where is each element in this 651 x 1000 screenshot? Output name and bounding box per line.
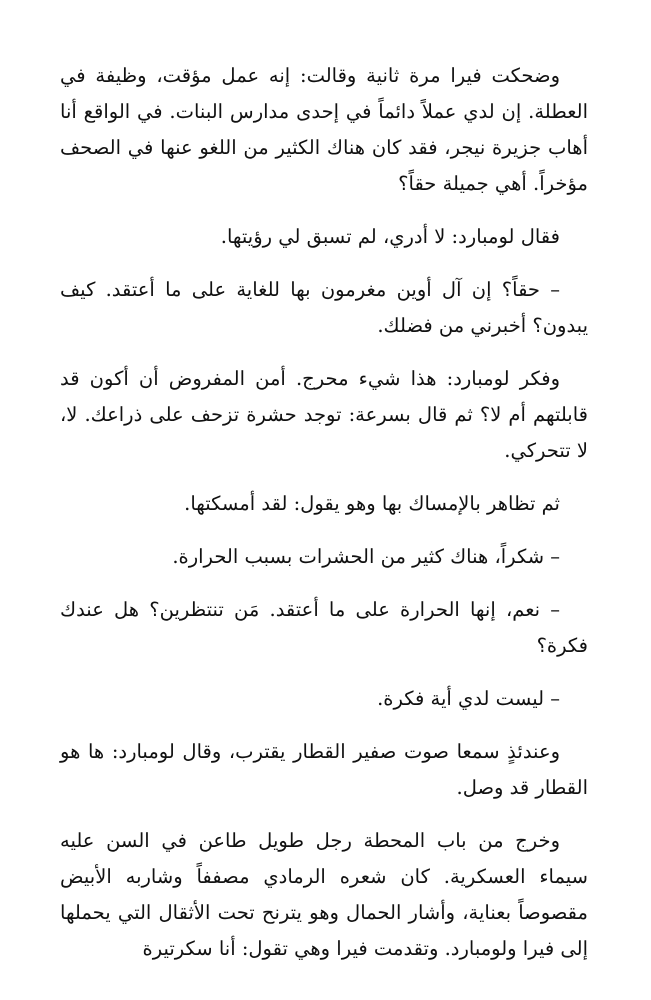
paragraph-10: وخرج من باب المحطة رجل طويل طاعن في السن عليه سيماء العسكرية. كان شعره الرمادي مصففاً وشاربه الأبيض مقصوصاً بعناية، وأشار الحمال وهو يترنح تحت الأثقال التي يحملها إلى فيرا ولومبارد. وتقدمت فيرا وهي تقول: أنا سكرتيرة: [60, 829, 588, 960]
paragraph-1: وضحكت فيرا مرة ثانية وقالت: إنه عمل مؤقت، وظيفة في العطلة. إن لدي عملاً دائماً في إحدى مدارس البنات. في الواقع أنا أهاب جزيرة نيجر، فقد كان هناك الكثير من اللغو عنها في الصحف مؤخراً. أهي جميلة حقاً؟: [60, 64, 588, 195]
paragraph-9: وعندئذٍ سمعا صوت صفير القطار يقترب، وقال لومبارد: ها هو القطار قد وصل.: [60, 740, 588, 799]
paragraph-4: وفكر لومبارد: هذا شيء محرج. أمن المفروض أن أكون قد قابلتهم أم لا؟ ثم قال بسرعة: توجد حشرة تزحف على ذراعك. لا، لا تتحركي.: [60, 367, 588, 462]
paragraph-2: فقال لومبارد: لا أدري، لم تسبق لي رؤيتها.: [220, 225, 560, 248]
paragraph-6: – شكراً، هناك كثير من الحشرات بسبب الحرارة.: [172, 545, 560, 568]
paragraph-7: – نعم، إنها الحرارة على ما أعتقد. مَن تنتظرين؟ هل عندك فكرة؟: [60, 598, 588, 657]
paragraph-5: ثم تظاهر بالإمساك بها وهو يقول: لقد أمسكتها.: [184, 492, 560, 515]
paragraph-8: – ليست لدي أية فكرة.: [377, 687, 560, 710]
paragraph-3: – حقاً؟ إن آل أوين مغرمون بها للغاية على ما أعتقد. كيف يبدون؟ أخبرني من فضلك.: [60, 278, 588, 337]
